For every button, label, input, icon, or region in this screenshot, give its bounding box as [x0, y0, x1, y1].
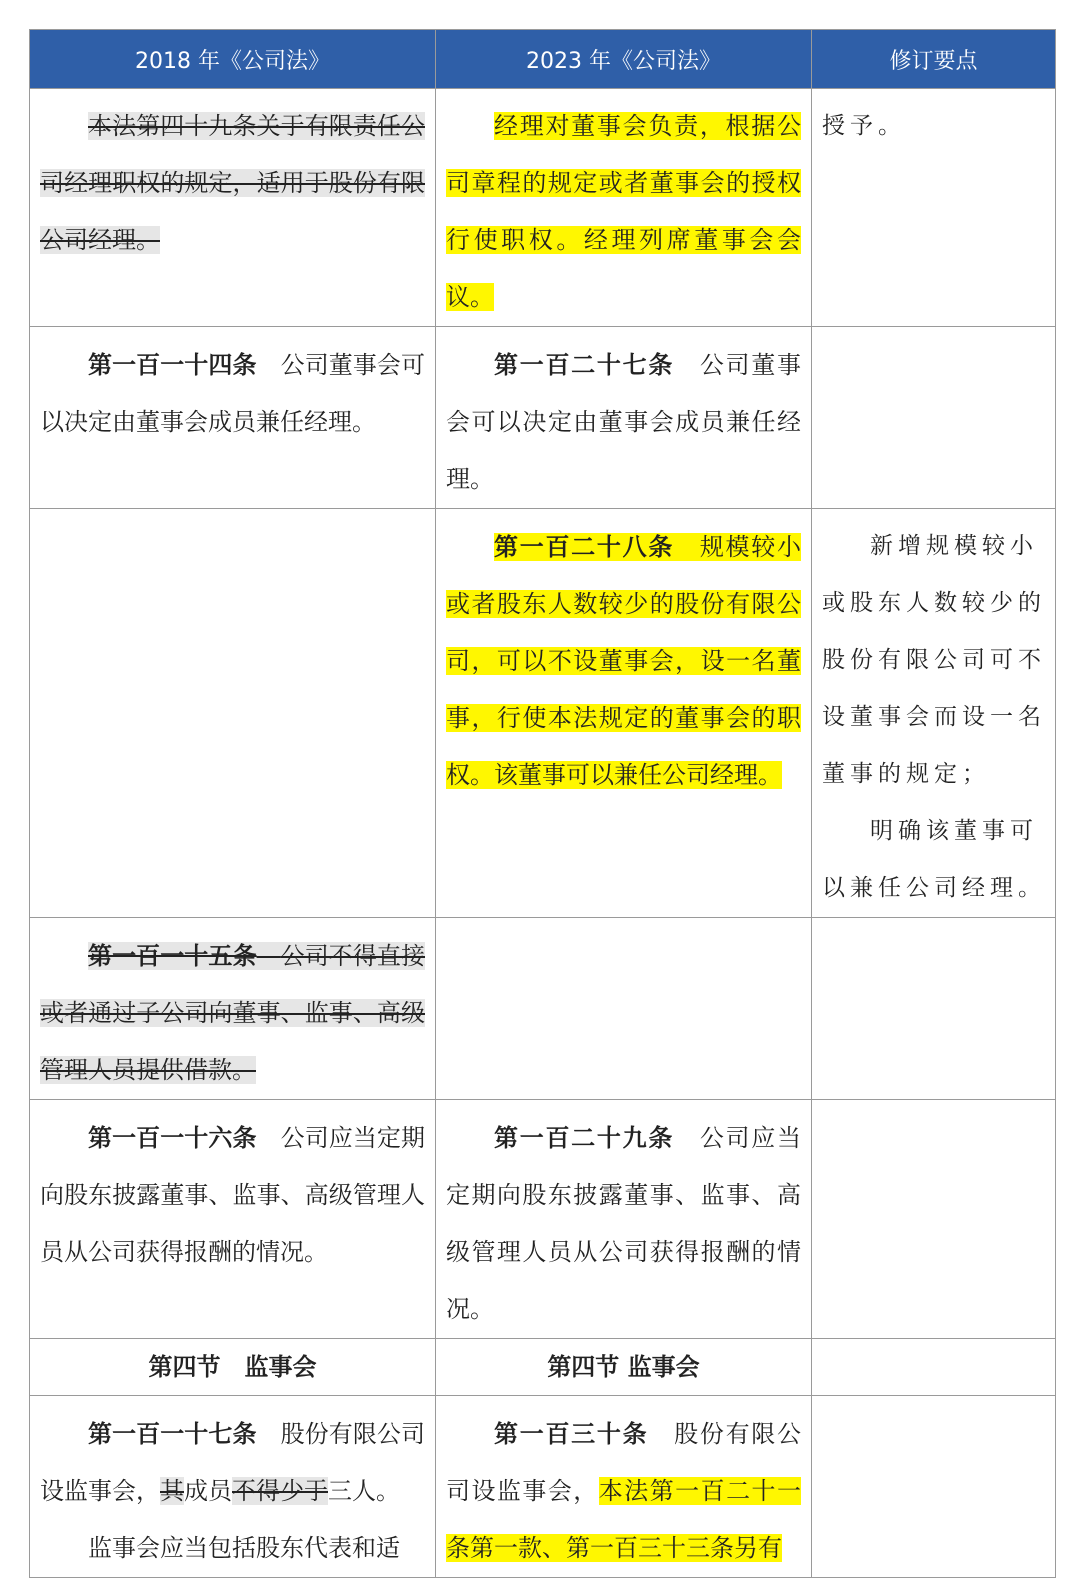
new-cell [436, 509, 812, 918]
section-row [30, 1339, 1056, 1396]
new-cell [436, 1100, 812, 1339]
new-cell [436, 89, 812, 327]
note-cell [812, 327, 1056, 509]
article-number: 第一百二十八条 [494, 532, 675, 561]
article-text: 监事会应当包括股东代表和适 [88, 1534, 400, 1562]
deleted-text: 不得少于 [232, 1477, 328, 1505]
note-cell [812, 1100, 1056, 1339]
new-cell [436, 327, 812, 509]
article-text: 股份有限公司设监事会， [40, 1420, 426, 1505]
article-text: 股份有限公司设监事会， [446, 1420, 802, 1505]
article-number: 第一百一十五条 [88, 941, 257, 970]
highlighted-text: 经理对董事会负责，根据公司章程的规定或者董事会的授权行使职权。经理列席董事会会议。 [446, 112, 801, 311]
section-title: 第四节 监事会 [30, 1339, 436, 1396]
article-text: 规模较小或者股东人数较少的股份有限公司，可以不设董事会，设一名董事，行使本法规定的董事会的职权。该董事可以兼任公司经理。 [446, 533, 802, 789]
note-cell [812, 89, 1056, 327]
note-text: 新增规模较小或股东人数较少的股份有限公司可不设董事会而设一名董事的规定； [822, 533, 1046, 787]
section-title: 第四节 监事会 [436, 1339, 812, 1396]
article-number: 第一百一十七条 [88, 1419, 257, 1448]
table-row [30, 89, 1056, 327]
note-cell [812, 1339, 1056, 1396]
article-number: 第一百一十四条 [88, 350, 257, 379]
table-row [30, 327, 1056, 509]
old-cell [30, 89, 436, 327]
table-header [30, 30, 1056, 89]
header-2018: 2018 年《公司法》 [30, 30, 436, 89]
note-cell [812, 1396, 1056, 1578]
old-cell [30, 1100, 436, 1339]
old-cell [30, 509, 436, 918]
article-number: 第一百三十条 [494, 1419, 649, 1448]
old-cell [30, 1396, 436, 1578]
article-text: 三人。 [328, 1477, 400, 1505]
header-notes: 修订要点 [812, 30, 1056, 89]
table-row [30, 1396, 1056, 1578]
header-2023: 2023 年《公司法》 [436, 30, 812, 89]
article-text: 公司应当定期向股东披露董事、监事、高级管理人员从公司获得报酬的情况。 [446, 1124, 802, 1323]
article-number: 第一百二十九条 [494, 1123, 675, 1152]
deleted-text: 公司不得直接或者通过子公司向董事、监事、高级管理人员提供借款。 [40, 942, 426, 1084]
new-cell [436, 1396, 812, 1578]
new-cell [436, 918, 812, 1100]
note-text: 授予。 [822, 113, 906, 139]
note-cell [812, 509, 1056, 918]
table-row [30, 509, 1056, 918]
article-number: 第一百一十六条 [88, 1123, 257, 1152]
note-text: 明确该董事可以兼任公司经理。 [822, 818, 1046, 901]
article-text: 成员 [184, 1477, 232, 1505]
article-text: 公司董事会可以决定由董事会成员兼任经理。 [446, 351, 802, 493]
article-text: 公司董事会可以决定由董事会成员兼任经理。 [40, 351, 426, 436]
article-text: 公司应当定期向股东披露董事、监事、高级管理人员从公司获得报酬的情况。 [40, 1124, 426, 1266]
table-row [30, 918, 1056, 1100]
highlighted-text: 本法第一百二十一条第一款、第一百三十三条另有 [446, 1477, 802, 1562]
article-number: 第一百二十七条 [494, 350, 675, 379]
table-row [30, 1100, 1056, 1339]
old-cell [30, 918, 436, 1100]
old-cell [30, 327, 436, 509]
note-cell [812, 918, 1056, 1100]
deleted-text: 其 [160, 1477, 184, 1505]
deleted-text: 本法第四十九条关于有限责任公司经理职权的规定，适用于股份有限公司经理。 [40, 112, 425, 254]
comparison-table [29, 29, 1056, 1578]
